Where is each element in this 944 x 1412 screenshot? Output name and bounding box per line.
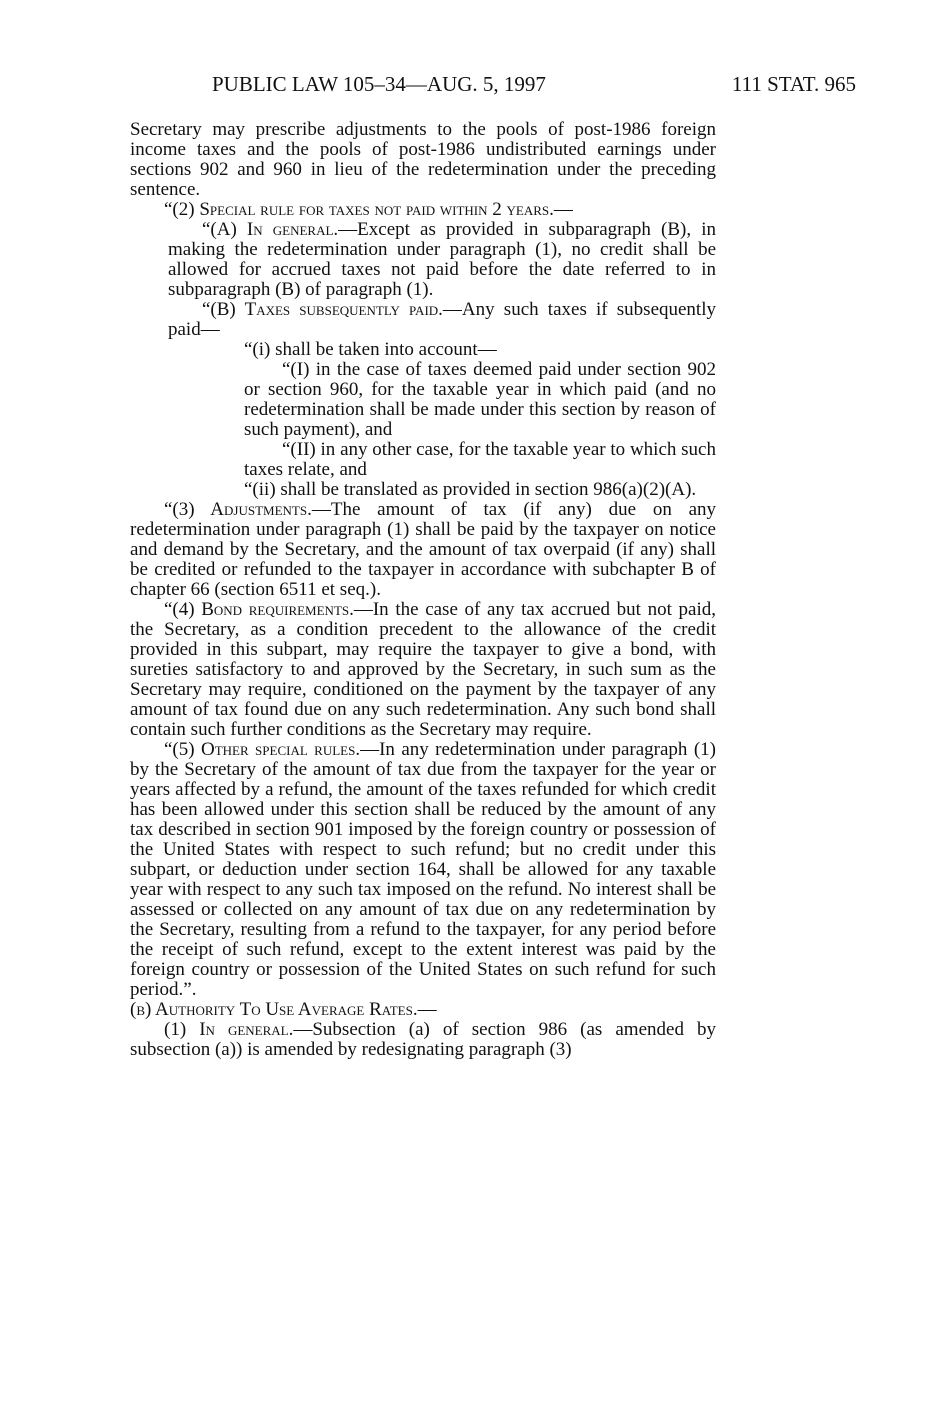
statute-page-number: 111 STAT. 965	[731, 72, 856, 96]
subclause-I: “(I) in the case of taxes deemed paid under section 902 or section 960, for the taxable year in which paid (and no redetermination shall be made under this section by reason of such payment), and	[244, 359, 716, 440]
paragraph-continuation: Secretary may prescribe adjustments to the pools of post-1986 foreign income taxes and the pools of post-1986 undistributed earnings under sections 902 and 960 in lieu of the redetermination under the preceding sentence.	[130, 119, 716, 200]
paragraph-2-heading: “(2) Special rule for taxes not paid within 2 years.—	[164, 199, 573, 220]
paragraph-5-heading: “(5) Other special rules.	[164, 739, 361, 760]
subsection-b-heading: (b) Authority To Use Average Rates.—	[130, 999, 437, 1020]
paragraph-3-heading: “(3) Adjustments.	[164, 499, 312, 520]
subparagraph-a: “(A) In general.—Except as provided in subparagraph (B), in making the redetermination under paragraph (1), no credit shall be allowed for accrued taxes not paid before the date referred to in subparagraph (B) of paragraph (1).	[168, 219, 716, 300]
subsection-b-paragraph-1: (1) In general.—Subsection (a) of section 986 (as amended by subsection (a)) is amended by redesignating paragraph (3)	[130, 1019, 716, 1060]
subclause-II: “(II) in any other case, for the taxable year to which such taxes relate, and	[244, 439, 716, 480]
subparagraph-b: “(B) Taxes subsequently paid.—Any such taxes if subsequently paid—	[168, 299, 716, 340]
public-law-title: PUBLIC LAW 105–34—AUG. 5, 1997	[212, 72, 546, 96]
document-body	[130, 120, 716, 1060]
paragraph-4: “(4) Bond requirements.—In the case of any tax accrued but not paid, the Secretary, as a condition precedent to the allowance of the credit provided in this subpart, may require the taxpayer to give a bond, with sureties satisfactory to and approved by the Secretary, in such sum as the Secretary may require, conditioned on the payment by the taxpayer of any amount of tax found due on any such redetermination. Any such bond shall contain such further conditions as the Secretary may require.	[130, 599, 716, 740]
page-header	[130, 72, 856, 98]
subparagraph-b-heading: “(B) Taxes subsequently paid.	[202, 299, 443, 320]
clause-ii: “(ii) shall be translated as provided in section 986(a)(2)(A).	[244, 479, 697, 500]
paragraph-4-heading: “(4) Bond requirements.	[164, 599, 354, 620]
clause-i: “(i) shall be taken into account—	[244, 339, 497, 360]
subparagraph-a-heading: “(A) In general.	[202, 219, 339, 240]
subsection-b-paragraph-1-heading: (1) In general.	[164, 1019, 294, 1040]
paragraph-5: “(5) Other special rules.—In any redetermination under paragraph (1) by the Secretary of the amount of tax due from the taxpayer for the year or years affected by a refund, the amount of the taxes refunded for which credit has been allowed under this section shall be reduced by the amount of any tax described in section 901 imposed by the foreign country or possession of the United States with respect to such refund; but no credit under this subpart, or deduction under section 164, shall be allowed for any taxable year with respect to any such tax imposed on the refund. No interest shall be assessed or collected on any amount of tax due on any redetermination by the Secretary, resulting from a refund to the taxpayer, for any period before the receipt of such refund, except to the extent interest was paid by the foreign country or possession of the United States on such refund for such period.”.	[130, 739, 716, 1000]
paragraph-3: “(3) Adjustments.—The amount of tax (if any) due on any redetermination under paragraph (1) shall be paid by the taxpayer on notice and demand by the Secretary, and the amount of tax overpaid (if any) shall be credited or refunded to the taxpayer in accordance with subchapter B of chapter 66 (section 6511 et seq.).	[130, 499, 716, 600]
